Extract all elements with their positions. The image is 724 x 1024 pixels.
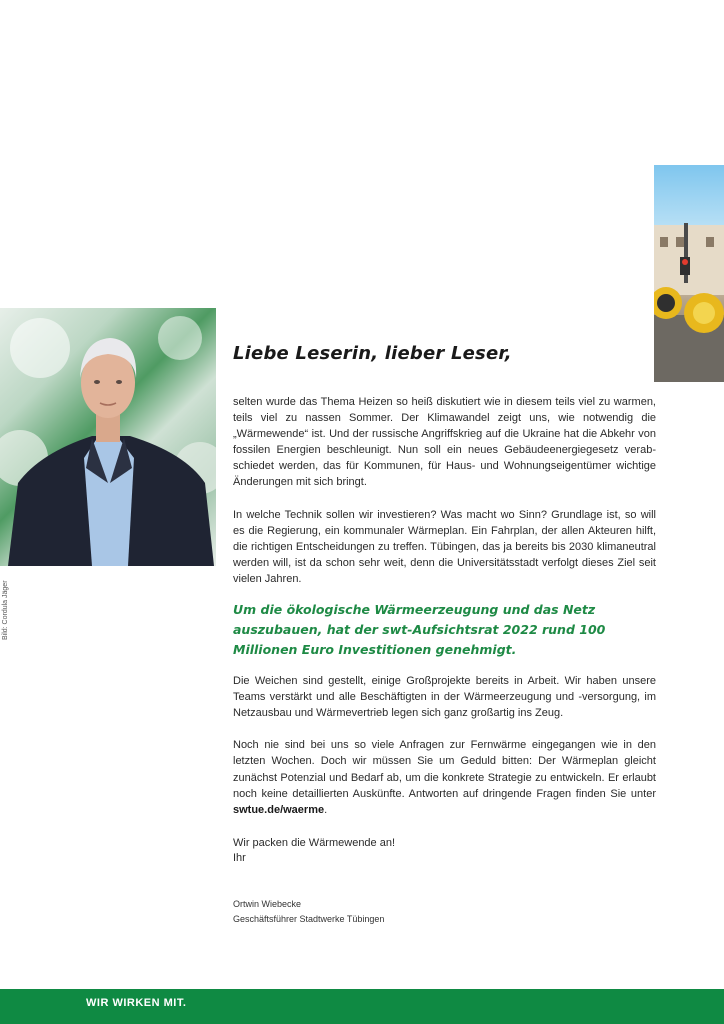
closing-word: Ihr — [233, 852, 246, 864]
link-suffix: . — [324, 803, 328, 816]
letter-body — [233, 394, 656, 851]
paragraph — [233, 737, 656, 817]
paragraph: In welche Technik sollen wir investieren? Was macht wo Sinn? Grundlage ist, so will es die Regierung, ein kommunaler Wärmeplan. Ein Fahrplan, der allen Akteuren hilft, die richtigen Entscheidungen zu treffen. Tübingen, das ja bereits bis 2030 klimaneutral werden will, ist da schon sehr weit, denn die Universitätsstadt verfolgt dieses Ziel seit vielen Jahren. — [233, 508, 656, 585]
paragraph: Die Weichen sind gestellt, einige Großprojekte bereits in Arbeit. Wir haben unsere Teams verstärkt und alle Beschäftigten in der Wärmeerzeugung und -versorgung, im Netzausbau und Wärmevertrieb legen sich ganz großartig ins Zeug. — [233, 675, 656, 720]
photo-credit: Bild: Cordula Jäger — [2, 580, 9, 640]
signature-title: Geschäftsführer Stadtwerke Tübingen — [233, 914, 385, 924]
portrait-illustration — [0, 308, 216, 566]
footer-slogan: WIR WIRKEN MIT. — [86, 997, 187, 1009]
website-link[interactable]: swtue.de/waerme — [233, 803, 325, 816]
paragraph-text: Noch nie sind bei uns so viele Anfragen zur Fernwärme eingegangen wie in den letzten Wochen. Doch wir müssen Sie um Geduld bitten: Der Wärmeplan gleicht zunächst Potenzial und Bedarf ab, um die konkrete Strategie zu entwickeln. Er erlaubt noch keine detaillierten Auskünfte. Antworten auf dringende Fragen finden Sie unter — [233, 739, 656, 800]
street-illustration — [654, 165, 724, 382]
paragraph: selten wurde das Thema Heizen so heiß diskutiert wie in diesem teils viel zu warmen, teils viel zu nassen Sommer. Der Klimawandel zeigt uns, wie notwendig die „Wärmewende“ ist. Und der russische Angriffskrieg auf die Ukraine hat die Abkehr von fossilen Energien beschleunigt. Nun soll ein neues Gebäudeenergiegesetz verabschiedet werden, das für Kommunen, für Haus- und Wohnungseigentümer wichtige Änderungen mit sich bringt. — [233, 396, 656, 489]
salutation: Liebe Leserin, lieber Leser, — [233, 343, 512, 364]
portrait-photo — [0, 308, 216, 566]
paragraph: Wir packen die Wärmewende an! — [233, 836, 396, 849]
street-photo — [654, 165, 724, 382]
highlight-quote: Um die ökologische Wärmeerzeugung und das Netz auszubauen, hat der swt-Aufsichtsrat 2022 rund 100 Millionen Euro Investitionen genehmigt. — [233, 602, 606, 658]
footer-bar — [0, 989, 724, 1024]
signature-name: Ortwin Wiebecke — [233, 899, 302, 909]
